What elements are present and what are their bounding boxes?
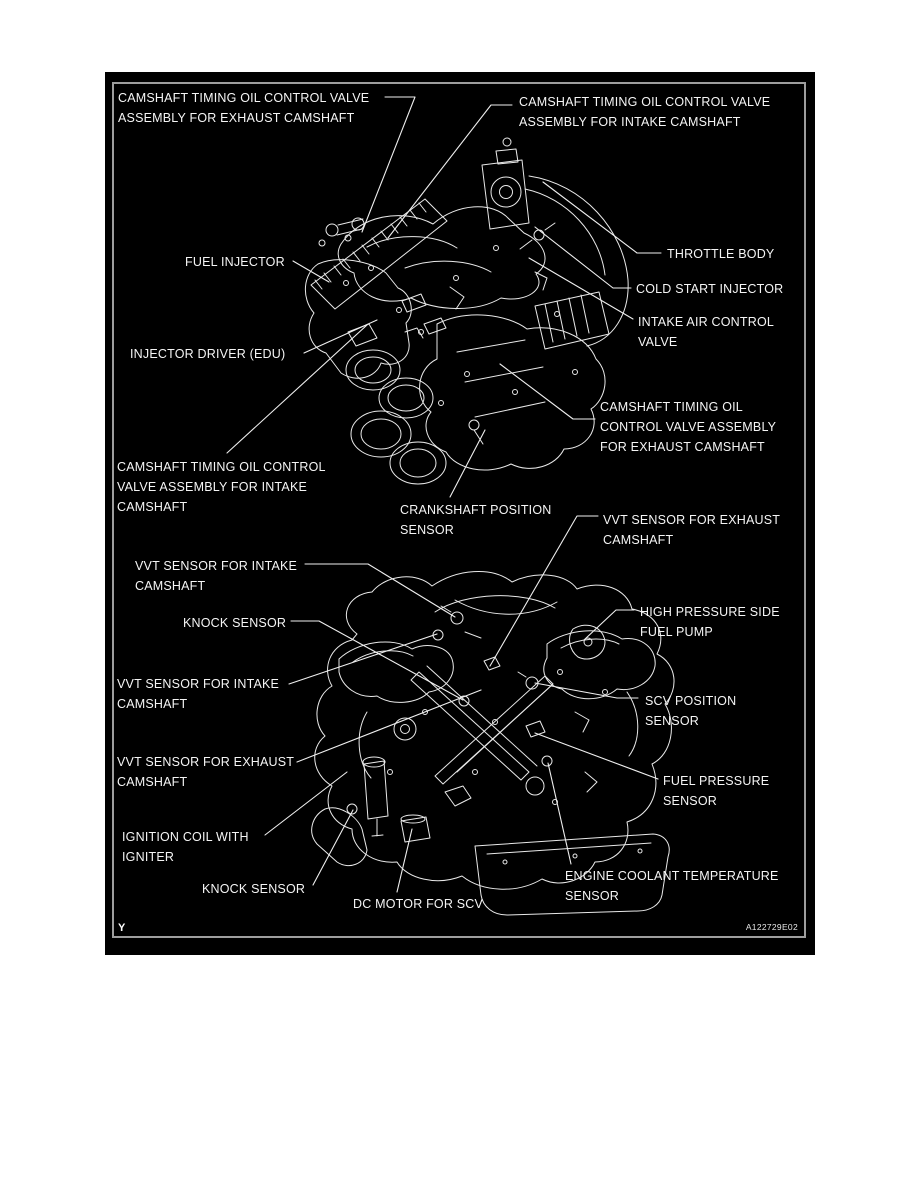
label-line: VVT SENSOR FOR EXHAUST bbox=[603, 513, 781, 527]
label-line: ENGINE COOLANT TEMPERATURE bbox=[565, 869, 779, 883]
label-line: CAMSHAFT TIMING OIL CONTROL bbox=[117, 460, 326, 474]
label-line: CONTROL VALVE ASSEMBLY bbox=[600, 420, 777, 434]
label-line: VALVE ASSEMBLY FOR INTAKE bbox=[117, 480, 308, 494]
label-line: FUEL INJECTOR bbox=[185, 255, 285, 269]
component-label-intake-air-control-valve bbox=[638, 312, 774, 352]
label-line: CAMSHAFT bbox=[135, 579, 206, 593]
label-line: VALVE bbox=[638, 335, 678, 349]
label-line: VVT SENSOR FOR EXHAUST bbox=[117, 755, 295, 769]
label-line: IGNITION COIL WITH bbox=[122, 830, 249, 844]
label-line: FOR EXHAUST CAMSHAFT bbox=[600, 440, 765, 454]
component-label-high-pressure-side-fuel-pump bbox=[640, 602, 780, 642]
label-line: KNOCK SENSOR bbox=[202, 882, 306, 896]
component-label-camshaft-timing-ocv-exhaust-mid bbox=[600, 397, 776, 457]
label-line: INTAKE AIR CONTROL bbox=[638, 315, 775, 329]
label-line: FUEL PRESSURE bbox=[663, 774, 770, 788]
label-line: CAMSHAFT bbox=[117, 775, 188, 789]
label-line: HIGH PRESSURE SIDE bbox=[640, 605, 780, 619]
component-label-vvt-sensor-exhaust-camshaft-right bbox=[603, 510, 780, 550]
component-label-engine-coolant-temperature-sensor bbox=[565, 866, 779, 906]
component-label-fuel-pressure-sensor bbox=[663, 771, 769, 811]
label-line: IGNITER bbox=[122, 850, 175, 864]
component-label-camshaft-timing-ocv-exhaust-top bbox=[118, 88, 369, 128]
component-label-knock-sensor-upper bbox=[183, 613, 286, 633]
label-line: CAMSHAFT TIMING OIL bbox=[600, 400, 743, 414]
corner-mark: Y bbox=[118, 922, 126, 934]
component-label-knock-sensor-lower bbox=[202, 879, 305, 899]
component-label-camshaft-timing-ocv-intake-mid bbox=[117, 457, 326, 517]
label-line: CAMSHAFT TIMING OIL CONTROL VALVE bbox=[519, 95, 771, 109]
label-line: CAMSHAFT bbox=[117, 697, 188, 711]
component-label-throttle-body bbox=[667, 244, 774, 264]
label-line: SENSOR bbox=[400, 523, 454, 537]
label-line: ASSEMBLY FOR INTAKE CAMSHAFT bbox=[519, 115, 741, 129]
label-line: SENSOR bbox=[565, 889, 619, 903]
label-line: COLD START INJECTOR bbox=[636, 282, 784, 296]
label-line: DC MOTOR FOR SCV bbox=[353, 897, 484, 911]
component-label-vvt-sensor-exhaust-camshaft-left bbox=[117, 752, 294, 792]
component-label-cold-start-injector bbox=[636, 279, 783, 299]
label-line: ASSEMBLY FOR EXHAUST CAMSHAFT bbox=[118, 111, 355, 125]
label-line: INJECTOR DRIVER (EDU) bbox=[130, 347, 286, 361]
label-line: SENSOR bbox=[663, 794, 717, 808]
label-line: FUEL PUMP bbox=[640, 625, 713, 639]
label-line: SENSOR bbox=[645, 714, 699, 728]
label-line: SCV POSITION bbox=[645, 694, 737, 708]
label-line: CRANKSHAFT POSITION bbox=[400, 503, 552, 517]
component-label-crankshaft-position-sensor bbox=[400, 500, 552, 540]
label-line: THROTTLE BODY bbox=[667, 247, 775, 261]
label-line: CAMSHAFT bbox=[603, 533, 674, 547]
label-line: CAMSHAFT TIMING OIL CONTROL VALVE bbox=[118, 91, 370, 105]
component-label-injector-driver-edu bbox=[130, 344, 285, 364]
label-line: VVT SENSOR FOR INTAKE bbox=[135, 559, 298, 573]
component-label-ignition-coil-with-igniter bbox=[122, 827, 249, 867]
label-layer bbox=[105, 72, 815, 955]
component-label-vvt-sensor-intake-camshaft-lower bbox=[117, 674, 279, 714]
component-label-fuel-injector bbox=[185, 252, 285, 272]
label-line: KNOCK SENSOR bbox=[183, 616, 287, 630]
component-label-camshaft-timing-ocv-intake-top bbox=[519, 92, 770, 132]
component-label-dc-motor-for-scv bbox=[353, 894, 483, 914]
label-line: VVT SENSOR FOR INTAKE bbox=[117, 677, 280, 691]
component-label-vvt-sensor-intake-camshaft-upper bbox=[135, 556, 297, 596]
engine-diagram-figure bbox=[105, 72, 815, 955]
figure-code: A122729E02 bbox=[745, 922, 798, 932]
component-label-scv-position-sensor bbox=[645, 691, 736, 731]
label-line: CAMSHAFT bbox=[117, 500, 188, 514]
